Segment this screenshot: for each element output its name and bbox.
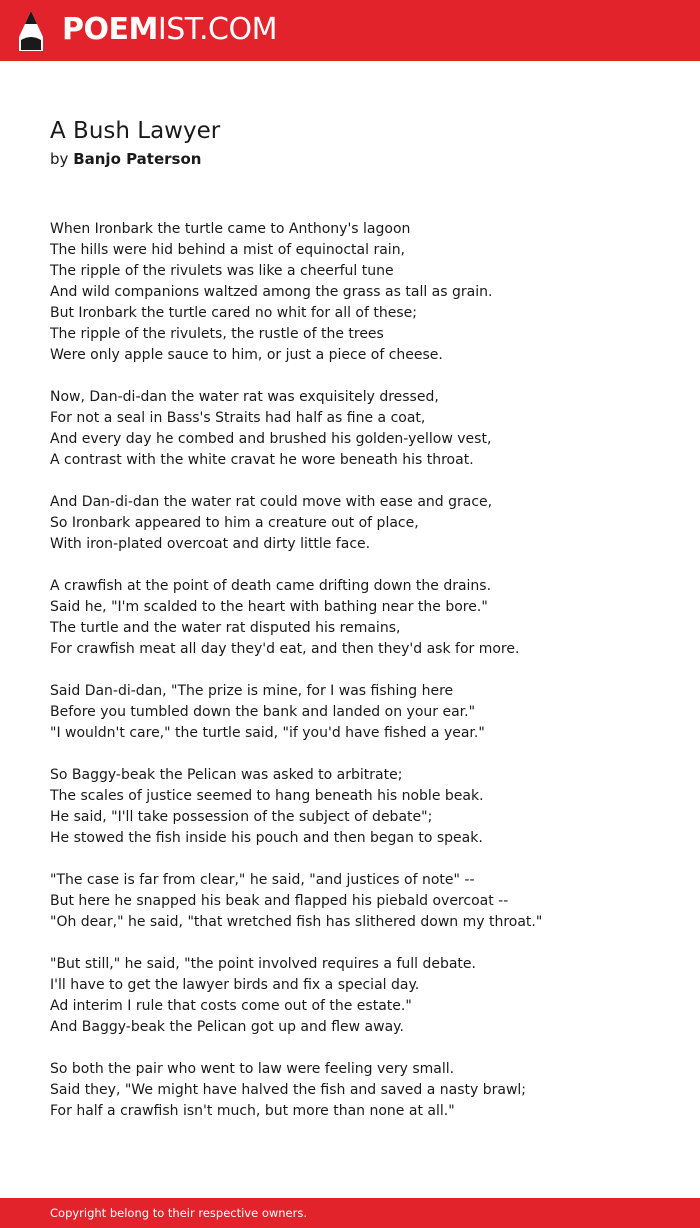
site-footer <box>0 1198 700 1228</box>
author-name: Banjo Paterson <box>73 150 202 168</box>
stanza <box>50 870 680 933</box>
brand-bold: POEM <box>62 12 158 47</box>
poem-line: "Oh dear," he said, "that wretched fish has slithered down my throat." <box>50 914 543 930</box>
stanza <box>50 219 680 366</box>
poem-body <box>50 219 680 1143</box>
poem-line: "I wouldn't care," the turtle said, "if you'd have fished a year." <box>50 725 485 741</box>
byline <box>50 149 201 169</box>
poem-line: For not a seal in Bass's Straits had half as fine a coat, <box>50 410 426 426</box>
poem-line: I'll have to get the lawyer birds and fix a special day. <box>50 977 420 993</box>
poem-line: The turtle and the water rat disputed his remains, <box>50 620 401 636</box>
pencil-tip-icon[interactable] <box>18 10 44 52</box>
poem-line: For half a crawfish isn't much, but more than none at all." <box>50 1103 455 1119</box>
poem-line: "The case is far from clear," he said, "and justices of note" -- <box>50 872 475 888</box>
poem-line: The hills were hid behind a mist of equinoctal rain, <box>50 242 406 258</box>
poem-line: A contrast with the white cravat he wore beneath his throat. <box>50 452 474 468</box>
copyright-notice: Copyright belong to their respective owners. <box>50 1206 308 1220</box>
stanza <box>50 954 680 1038</box>
poem-line: Were only apple sauce to him, or just a piece of cheese. <box>50 347 443 363</box>
stanza <box>50 492 680 555</box>
poem-line: Said Dan-di-dan, "The prize is mine, for I was fishing here <box>50 683 454 699</box>
poem-line: Said they, "We might have halved the fish and saved a nasty brawl; <box>50 1082 527 1098</box>
poem-line: He stowed the fish inside his pouch and then began to speak. <box>50 830 483 846</box>
poem-line: And Baggy-beak the Pelican got up and flew away. <box>50 1019 404 1035</box>
poem-line: So Baggy-beak the Pelican was asked to arbitrate; <box>50 767 403 783</box>
poem-title: A Bush Lawyer <box>50 118 221 144</box>
poem-line: For crawfish meat all day they'd eat, and then they'd ask for more. <box>50 641 520 657</box>
poem-line: "But still," he said, "the point involved requires a full debate. <box>50 956 476 972</box>
poem-line: The ripple of the rivulets, the rustle of the trees <box>50 326 384 342</box>
poem-line: Before you tumbled down the bank and landed on your ear." <box>50 704 476 720</box>
poem-line: Ad interim I rule that costs come out of the estate." <box>50 998 412 1014</box>
poem-line: So Ironbark appeared to him a creature out of place, <box>50 515 419 531</box>
stanza <box>50 576 680 660</box>
site-logo[interactable] <box>62 11 277 49</box>
stanza <box>50 1059 680 1122</box>
poem-line: Said he, "I'm scalded to the heart with bathing near the bore." <box>50 599 488 615</box>
poem-line: The scales of justice seemed to hang beneath his noble beak. <box>50 788 484 804</box>
poem-line: Now, Dan-di-dan the water rat was exquisitely dressed, <box>50 389 439 405</box>
poem-line: And every day he combed and brushed his golden-yellow vest, <box>50 431 492 447</box>
poem-line: But here he snapped his beak and flapped his piebald overcoat -- <box>50 893 509 909</box>
stanza <box>50 765 680 849</box>
poem-line: And wild companions waltzed among the grass as tall as grain. <box>50 284 493 300</box>
by-label: by <box>50 150 69 168</box>
poem-line: The ripple of the rivulets was like a cheerful tune <box>50 263 394 279</box>
stanza <box>50 681 680 744</box>
stanza <box>50 387 680 471</box>
brand-light: IST.COM <box>157 12 277 47</box>
poem-line: So both the pair who went to law were feeling very small. <box>50 1061 455 1077</box>
poem-line: But Ironbark the turtle cared no whit for all of these; <box>50 305 417 321</box>
poem-line: When Ironbark the turtle came to Anthony's lagoon <box>50 221 411 237</box>
poem-line: And Dan-di-dan the water rat could move with ease and grace, <box>50 494 493 510</box>
poem-line: He said, "I'll take possession of the subject of debate"; <box>50 809 433 825</box>
poem-line: With iron-plated overcoat and dirty little face. <box>50 536 371 552</box>
site-header <box>0 0 700 61</box>
poem-line: A crawfish at the point of death came drifting down the drains. <box>50 578 492 594</box>
